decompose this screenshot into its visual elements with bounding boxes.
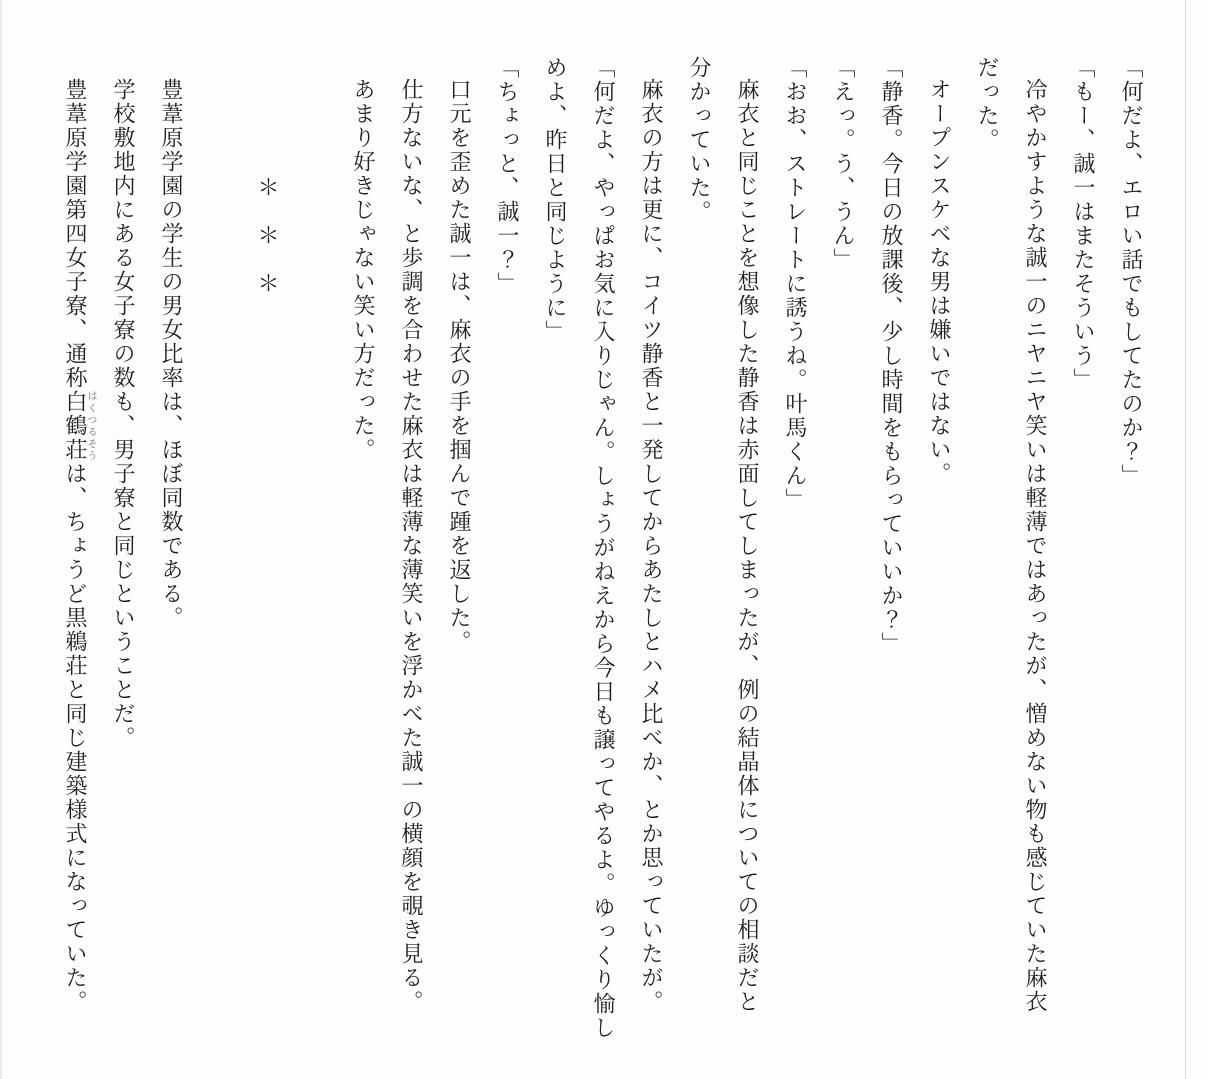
paragraph-line: あまり好きじゃない笑い方だった。 [350, 78, 375, 462]
blank-line [290, 56, 338, 1024]
blank-line [194, 56, 242, 1024]
paragraph-line: 麻衣の方は更に、コイツ静香と一発してからあたしとハメ比べか、とか思っていたが。 [638, 78, 663, 1014]
novel-text [50, 56, 1154, 1040]
dialogue-line: 「何だよ、エロい話でもしてたのか？」 [1118, 56, 1143, 488]
ruby-annotated-text: 白鶴荘はくつるそう [62, 390, 96, 462]
dialogue-line: 「ちょっと、誠一？」 [494, 56, 519, 296]
separator-line: ＊ ＊ ＊ [254, 56, 279, 296]
furigana: はくつるそう [85, 390, 96, 462]
dialogue-line: 「えっ。う、うん」 [830, 56, 855, 272]
dialogue-line: 「もー、誠一はまたそういう」 [1070, 56, 1095, 392]
paragraph-line: 豊葦原学園第四女子寮、通称白鶴荘はくつるそうは、ちょうど黒鵜荘と同じ建築様式になっていた。 [62, 78, 96, 1014]
continuation-line: だった。 [974, 56, 999, 152]
paragraph-line: 仕方ないな、と歩調を合わせた麻衣は軽薄な薄笑いを浮かべた誠一の横顔を覗き見る。 [398, 78, 423, 1014]
page-left-edge [0, 0, 2, 1079]
paragraph-line: 豊葦原学園の学生の男女比率は、ほぼ同数である。 [158, 78, 183, 630]
dialogue-line: 「静香。今日の放課後、少し時間をもらっていいか？」 [878, 56, 903, 656]
paragraph-line: 口元を歪めた誠一は、麻衣の手を掴んで踵を返した。 [446, 78, 471, 654]
paragraph-line: 麻衣と同じことを想像した静香は赤面してしまったが、例の結晶体についての相談だと [734, 78, 759, 1014]
page-right-edge [1185, 0, 1186, 1079]
continuation-line: めよ、昨日と同じように」 [542, 56, 567, 344]
paragraph-line: 冷やかすような誠一のニヤニヤ笑いは軽薄ではあったが、憎めない物も感じていた麻衣 [1022, 78, 1047, 1014]
paragraph-line: 学校敷地内にある女子寮の数も、男子寮と同じということだ。 [110, 78, 135, 750]
continuation-line: 分かっていた。 [686, 56, 711, 224]
paragraph-line: オープンスケベな男は嫌いではない。 [926, 78, 951, 486]
dialogue-line: 「おお、ストレートに誘うね。叶馬くん」 [782, 56, 807, 512]
dialogue-line: 「何だよ、やっぱお気に入りじゃん。しょうがねえから今日も譲ってやるよ。ゆっくり愉し [590, 56, 615, 1040]
